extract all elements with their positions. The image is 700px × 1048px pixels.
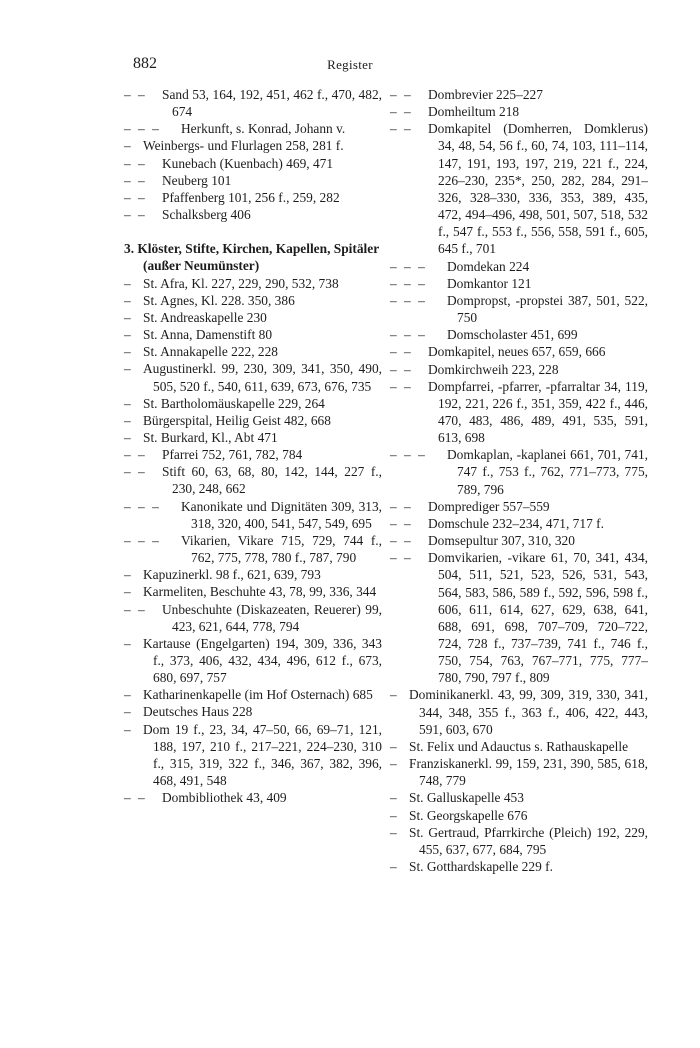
section-heading: [124, 240, 382, 274]
level-dash: – –: [124, 790, 147, 806]
index-entry: [124, 429, 382, 446]
level-dash: – –: [390, 550, 413, 566]
level-dash: –: [124, 395, 133, 411]
level-dash: – –: [390, 515, 413, 531]
level-dash: –: [124, 704, 133, 720]
entry-text: Stift 60, 63, 68, 80, 142, 144, 227 f., 230, 248, 662: [162, 464, 382, 497]
level-dash: – – –: [124, 532, 161, 548]
entry-text: Domkantor 121: [447, 275, 532, 291]
index-entry: [390, 326, 648, 343]
index-entry: [390, 292, 648, 326]
level-dash: – –: [390, 121, 413, 137]
index-column-right: [390, 86, 648, 875]
index-entry: [124, 360, 382, 394]
level-dash: – –: [124, 601, 147, 617]
level-dash: –: [124, 275, 133, 291]
level-dash: – – –: [390, 292, 427, 308]
level-dash: –: [124, 721, 133, 737]
index-entry: [390, 807, 648, 824]
level-dash: – – –: [124, 498, 161, 514]
index-entry: [124, 395, 382, 412]
entry-text: Sand 53, 164, 192, 451, 462 f., 470, 482, 674: [162, 87, 382, 120]
entry-text: St. Annakapelle 222, 228: [143, 344, 279, 360]
entry-text: Dominikanerkl. 43, 99, 309, 319, 330, 341, 344, 348, 355 f., 363 f., 406, 422, 443, 591, 603, 670: [409, 687, 648, 737]
level-dash: –: [124, 309, 133, 325]
entry-text: Domsepultur 307, 310, 320: [428, 533, 575, 549]
index-entry: [390, 275, 648, 292]
level-dash: –: [390, 687, 399, 703]
index-entry: [390, 738, 648, 755]
index-entry: [124, 120, 382, 137]
entry-text: St. Gotthardskapelle 229 f.: [409, 859, 553, 875]
level-dash: – –: [390, 344, 413, 360]
entry-text: Domprediger 557–559: [428, 498, 550, 514]
index-entry: [124, 583, 382, 600]
entry-text: Kartause (Engelgarten) 194, 309, 336, 343 f., 373, 406, 432, 434, 496, 612 f., 673, 680, 697, 757: [143, 635, 382, 686]
index-entry: [390, 532, 648, 549]
level-dash: – – –: [390, 258, 427, 274]
level-dash: –: [124, 344, 133, 360]
entry-text: Franziskanerkl. 99, 159, 231, 390, 585, 618, 748, 779: [409, 756, 648, 789]
index-entry: [390, 686, 648, 737]
entry-text: Domkapitel, neues 657, 659, 666: [428, 344, 606, 360]
index-entry: [124, 172, 382, 189]
index-entry: [390, 361, 648, 378]
index-entry: [124, 498, 382, 532]
level-dash: – –: [390, 104, 413, 120]
index-entry: [124, 275, 382, 292]
entry-text: Kapuzinerkl. 98 f., 621, 639, 793: [143, 567, 321, 583]
level-dash: – –: [124, 207, 147, 223]
level-dash: –: [124, 584, 133, 600]
entry-text: St. Afra, Kl. 227, 229, 290, 532, 738: [143, 275, 339, 291]
entry-text: Domkapitel (Domherren, Domklerus) 34, 48, 54, 56 f., 60, 74, 103, 111–114, 147, 191, 193, 197, 219, 221 f., 224, 226–230, 235*, 250, 282, 284, 291–326, 328–330, 336, 353, 389, 435, 472, 494–496, 498, 501, 507, 518, 532 f., 547 f., 553 f., 556, 558, 591 f., 605, 645 f., 701: [428, 121, 648, 257]
entry-text: Dompropst, -propstei 387, 501, 522, 750: [447, 292, 648, 326]
level-dash: – – –: [124, 121, 161, 137]
entry-text: St. Andreaskapelle 230: [143, 309, 267, 325]
index-entry: [124, 721, 382, 790]
index-entry: [390, 858, 648, 875]
level-dash: –: [124, 635, 133, 651]
entry-text: St. Galluskapelle 453: [409, 790, 524, 806]
index-entry: [124, 789, 382, 806]
index-entry: [390, 86, 648, 103]
entry-text: Weinbergs- und Flurlagen 258, 281 f.: [143, 138, 344, 154]
entry-text: Schalksberg 406: [162, 207, 251, 223]
index-entry: [390, 446, 648, 497]
level-dash: –: [390, 824, 399, 840]
level-dash: – – –: [390, 447, 427, 463]
index-column-left: [124, 86, 382, 806]
level-dash: – –: [124, 447, 147, 463]
entry-text: St. Anna, Damenstift 80: [143, 327, 273, 343]
entry-text: Dombibliothek 43, 409: [162, 790, 287, 806]
index-entry: [390, 515, 648, 532]
entry-text: Unbeschuhte (Diskazeaten, Reuerer) 99, 423, 621, 644, 778, 794: [162, 601, 382, 634]
level-dash: – –: [124, 87, 147, 102]
entry-text: Herkunft, s. Konrad, Johann v.: [181, 121, 346, 137]
level-dash: – –: [390, 361, 413, 377]
level-dash: –: [390, 807, 399, 823]
level-dash: – –: [390, 533, 413, 549]
entry-text: Vikarien, Vikare 715, 729, 744 f., 762, 775, 778, 780 f., 787, 790: [181, 532, 382, 566]
entry-text: Pfaffenberg 101, 256 f., 259, 282: [162, 189, 340, 205]
level-dash: –: [390, 738, 399, 754]
index-entry: [390, 755, 648, 789]
level-dash: – –: [124, 155, 147, 171]
entry-text: Kanonikate und Dignitäten 309, 313, 318, 320, 400, 541, 547, 549, 695: [181, 498, 382, 531]
page-number: 882: [133, 55, 157, 72]
index-entry: [124, 686, 382, 703]
entry-text: St. Agnes, Kl. 228. 350, 386: [143, 292, 295, 308]
level-dash: –: [124, 687, 133, 703]
index-entry: [124, 343, 382, 360]
index-entry: [124, 309, 382, 326]
index-entry: [124, 635, 382, 686]
entry-text: St. Gertraud, Pfarrkirche (Pleich) 192, 229, 455, 637, 677, 684, 795: [409, 824, 648, 857]
level-dash: – – –: [390, 275, 427, 291]
level-dash: –: [124, 567, 133, 583]
index-entry: [124, 86, 382, 120]
index-entry: [124, 292, 382, 309]
entry-text: Kunebach (Kuenbach) 469, 471: [162, 155, 334, 171]
entry-text: St. Bartholomäuskapelle 229, 264: [143, 395, 325, 411]
entry-text: Bürgerspital, Heilig Geist 482, 668: [143, 412, 331, 428]
level-dash: –: [124, 138, 133, 154]
index-entry: [124, 703, 382, 720]
entry-text: Neuberg 101: [162, 172, 232, 188]
entry-text: St. Felix und Adauctus s. Rathauskapelle: [409, 738, 629, 754]
entry-text: Deutsches Haus 228: [143, 704, 253, 720]
index-entry: [390, 120, 648, 257]
index-entry: [124, 137, 382, 154]
level-dash: – –: [124, 464, 147, 480]
index-entry: [390, 343, 648, 360]
level-dash: – –: [390, 378, 413, 394]
entry-text: Pfarrei 752, 761, 782, 784: [162, 447, 303, 463]
entry-text: Domkaplan, -kaplanei 661, 701, 741, 747 f., 753 f., 762, 771–773, 775, 789, 796: [447, 447, 648, 497]
level-dash: –: [124, 292, 133, 308]
index-entry: [390, 378, 648, 447]
index-entry: [124, 412, 382, 429]
index-entry: [390, 789, 648, 806]
entry-text: Domscholaster 451, 699: [447, 327, 578, 343]
index-entry: [124, 326, 382, 343]
entry-text: St. Georgskapelle 676: [409, 807, 528, 823]
entry-text: Katharinenkapelle (im Hof Osternach) 685: [143, 687, 373, 703]
index-entry: [124, 446, 382, 463]
entry-text: Domkirchweih 223, 228: [428, 361, 559, 377]
entry-text: Domdekan 224: [447, 258, 530, 274]
entry-text: Domheiltum 218: [428, 104, 520, 120]
level-dash: – –: [124, 189, 147, 205]
entry-text: Augustinerkl. 99, 230, 309, 341, 350, 490, 505, 520 f., 540, 611, 639, 673, 676, 735: [143, 361, 382, 394]
level-dash: –: [390, 790, 399, 806]
level-dash: –: [390, 859, 399, 875]
index-entry: [124, 532, 382, 566]
level-dash: –: [124, 327, 133, 343]
level-dash: – –: [390, 87, 413, 102]
running-head: Register: [327, 57, 373, 72]
entry-text: Karmeliten, Beschuhte 43, 78, 99, 336, 344: [143, 584, 377, 600]
index-entry: [390, 498, 648, 515]
entry-text: Dombrevier 225–227: [428, 87, 543, 102]
index-entry: [124, 155, 382, 172]
index-entry: [124, 206, 382, 223]
level-dash: –: [124, 412, 133, 428]
level-dash: –: [124, 361, 133, 377]
entry-text: Domschule 232–234, 471, 717 f.: [428, 515, 604, 531]
level-dash: – – –: [390, 327, 427, 343]
index-entry: [124, 463, 382, 497]
index-entry: [124, 189, 382, 206]
level-dash: – –: [124, 172, 147, 188]
index-entry: [390, 549, 648, 686]
entry-text: St. Burkard, Kl., Abt 471: [143, 429, 278, 445]
level-dash: –: [124, 429, 133, 445]
index-entry: [390, 103, 648, 120]
index-entry: [124, 601, 382, 635]
entry-text: Dom 19 f., 23, 34, 47–50, 66, 69–71, 121, 188, 197, 210 f., 217–221, 224–230, 310 f., 315, 319, 322 f., 346, 367, 382, 396, 468, 491, 548: [143, 721, 382, 789]
level-dash: –: [390, 756, 399, 772]
entry-text: Domvikarien, -vikare 61, 70, 341, 434, 504, 511, 521, 523, 526, 531, 543, 564, 583, 586, 589 f., 592, 596, 598 f., 606, 611, 614, 627, 629, 638, 641, 688, 691, 698, 707–709, 720–722, 724, 728 f., 737–739, 741 f., 746 f., 750, 754, 763, 767–771, 775, 777–780, 790, 797 f., 809: [428, 550, 648, 686]
level-dash: – –: [390, 498, 413, 514]
index-entry: [390, 258, 648, 275]
entry-text: Dompfarrei, -pfarrer, -pfarraltar 34, 119, 192, 221, 226 f., 351, 359, 422 f., 446, 470, 483, 486, 489, 491, 535, 591, 613, 698: [428, 378, 648, 446]
index-entry: [390, 824, 648, 858]
entry-text: 3. Klöster, Stifte, Kirchen, Kapellen, Spitäler (außer Neumünster): [124, 241, 379, 274]
index-entry: [124, 566, 382, 583]
